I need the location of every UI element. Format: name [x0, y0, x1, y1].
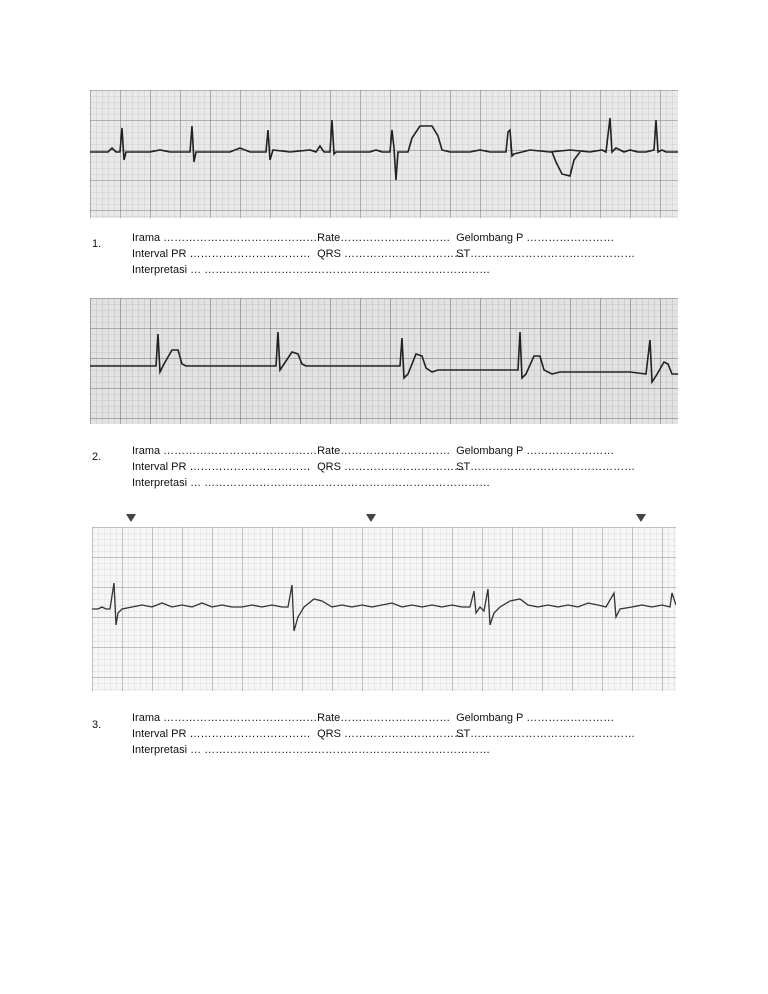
- gelombang-p-field[interactable]: Gelombang P ……………………: [456, 445, 615, 457]
- qrs-field[interactable]: QRS ……………………………: [317, 461, 465, 473]
- st-field[interactable]: ST………………………………………: [456, 728, 636, 740]
- ecg-strip-3: [92, 527, 676, 691]
- qrs-field[interactable]: QRS ……………………………: [317, 728, 465, 740]
- triangle-marker-icon: [126, 514, 136, 522]
- exercise-2-fields: [132, 443, 635, 491]
- ecg-strip-2: [90, 298, 678, 424]
- irama-field[interactable]: Irama ……………………………………: [132, 232, 318, 244]
- interval-pr-field[interactable]: Interval PR ……………………………: [132, 461, 311, 473]
- exercise-3-fields: [132, 710, 635, 758]
- exercise-number: 1.: [92, 238, 102, 250]
- interval-pr-field[interactable]: Interval PR ……………………………: [132, 248, 311, 260]
- ecg-strip-1-graphic: [90, 90, 678, 218]
- st-field[interactable]: ST………………………………………: [456, 461, 636, 473]
- triangle-marker-icon: [366, 514, 376, 522]
- rate-field[interactable]: Rate…………………………: [317, 445, 451, 457]
- exercise-number: 3.: [92, 719, 102, 731]
- triangle-marker-icon: [636, 514, 646, 522]
- gelombang-p-field[interactable]: Gelombang P ……………………: [456, 712, 615, 724]
- qrs-field[interactable]: QRS ……………………………: [317, 248, 465, 260]
- exercise-number: 2.: [92, 451, 102, 463]
- interpretasi-field[interactable]: Interpretasi … ……………………………………………………………………: [132, 744, 491, 756]
- ecg-strip-3-graphic: [92, 527, 676, 691]
- rate-field[interactable]: Rate…………………………: [317, 232, 451, 244]
- interpretasi-field[interactable]: Interpretasi … ……………………………………………………………………: [132, 264, 491, 276]
- gelombang-p-field[interactable]: Gelombang P ……………………: [456, 232, 615, 244]
- ecg-strip-2-graphic: [90, 298, 678, 424]
- st-field[interactable]: ST………………………………………: [456, 248, 636, 260]
- ecg-strip-1: [90, 90, 678, 218]
- exercise-1-fields: [132, 230, 635, 278]
- interpretasi-field[interactable]: Interpretasi … ……………………………………………………………………: [132, 477, 491, 489]
- irama-field[interactable]: Irama ……………………………………: [132, 712, 318, 724]
- interval-pr-field[interactable]: Interval PR ……………………………: [132, 728, 311, 740]
- rate-field[interactable]: Rate…………………………: [317, 712, 451, 724]
- irama-field[interactable]: Irama ……………………………………: [132, 445, 318, 457]
